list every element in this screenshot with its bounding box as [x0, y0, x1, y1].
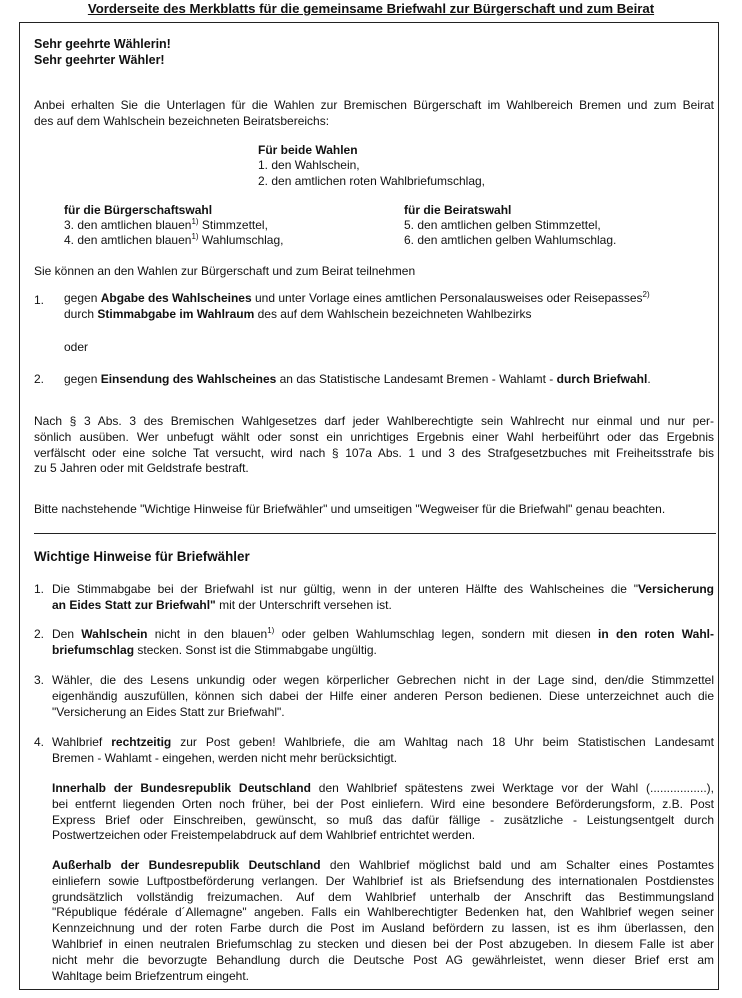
law-line: sönlich ausüben. Wer unbefugt wählt oder sonst ein unrichtiges Ergebnis einer Wahl herbeiführt oder das Ergebnis [34, 429, 714, 444]
hint-1-text: Die Stimmabgabe bei der Briefwahl ist nur gültig, wenn in der unteren Hälfte des Wahlscheines die "Versicherung an Eides Statt zur Briefwahl" mit der Unterschrift versehen ist. [52, 582, 714, 612]
law-line: verfälscht oder eine solche Tat versucht, wird nach § 107a Abs. 1 und 3 des Strafgesetzbuches mit Freiheitsstrafe bis [34, 445, 714, 460]
note-text: Bitte nachstehende "Wichtige Hinweise für Briefwähler" und umseitigen "Wegweiser für die Briefwahl" genau beachten. [34, 502, 666, 516]
abroad-paragraph: Außerhalb der Bundesrepublik Deutschland den Wahlbrief möglichst bald und am Schalter eines Postamtes einliefern sowie Luftpostbeförderung verlangen. Der Wahlbrief ist als Briefsendung des internationalen Postdienstes grundsätzlich vollständig freizumachen. Auf dem Wahlbrief unterhalb der Anschrift das Bestimmungsland "République fédérale d´Allemagne" angeben. Falls ein Wahlberechtigter Bedenken hat, den Wahlbrief wegen seiner Kennzeichnung und der roten Farbe durch die Post im Ausland befördern zu lassen, ist es ihm überlassen, den Wahlbrief in einen neutralen Briefumschlag zu stecken und diesen bei der Post abzugeben. In diesem Falle ist aber nicht mehr die bevorzugte Behandlung durch die Deutsche Post AG gewährleistet, wenn dieser Brief erst am Wahltage beim Briefzentrum eingeht. [52, 858, 714, 983]
option-1-line-2: durch Stimmabgabe im Wahlraum des auf dem Wahlschein bezeichneten Wahlbezirks [64, 307, 532, 321]
law-line: zu 5 Jahren oder mit Geldstrafe bestraft. [34, 461, 249, 476]
br-item-5: 5. den amtlichen gelben Stimmzettel, [404, 218, 601, 232]
br-item-6: 6. den amtlichen gelben Wahlumschlag. [404, 233, 617, 247]
bs-heading: für die Bürgerschaftswahl [64, 203, 213, 217]
intro-line: des auf dem Wahlschein bezeichneten Beiratsbereichs: [34, 113, 330, 128]
option-1-line-1: gegen Abgabe des Wahlscheines und unter Vorlage eines amtlichen Personalausweises oder Reisepasses$^{2)}$ [64, 290, 650, 305]
hint-1-number: 1. [34, 582, 45, 596]
both-item-1: 1. den Wahlschein, [258, 158, 360, 172]
option-1-number: 1. [34, 293, 45, 307]
inland-paragraph: Innerhalb der Bundesrepublik Deutschland den Wahlbrief spätestens zwei Werktage vor der Wahl (.................), bei entfernt liegenden Orten noch früher, bei der Post einliefern. Wird eine besondere Beförderungsform, z.B. Post Express Brief oder Einschreiben, gewünscht, so muß das dafür fällige - zusätzliche - Leistungsentgelt durch Postwertzeichen oder Freistempelabdruck auf dem Wahlbrief entrichtet werden. [52, 781, 715, 843]
hint-2-text: Den Wahlschein nicht in den blauen$^{1)}$ oder gelben Wahlumschlag legen, sondern mit diesen in den roten Wahl- briefumschlag stecken. Sonst ist die Stimmabgabe ungültig. [52, 626, 714, 657]
hint-4-text: Wahlbrief rechtzeitig zur Post geben! Wahlbriefe, die am Wahltag nach 18 Uhr beim Statistischen Landesamt Bremen - Wahlamt - eingehen, werden nicht mehr berücksichtigt. [52, 735, 714, 765]
br-heading: für die Beiratswahl [404, 203, 512, 217]
greeting-line-2: Sehr geehrter Wähler! [34, 53, 165, 67]
option-2-line: gegen Einsendung des Wahlscheines an das Statistische Landesamt Bremen - Wahlamt - durch Briefwahl. [64, 372, 651, 386]
both-heading: Für beide Wahlen [258, 143, 358, 157]
intro-paragraph [34, 98, 714, 130]
oder-text: oder [64, 340, 89, 354]
hint-2-number: 2. [34, 627, 45, 641]
bs-item-4: 4. den amtlichen blauen$^{1)}$ Wahlumschlag, [64, 232, 284, 247]
law-paragraph [34, 414, 714, 477]
hint-3-text: Wähler, die des Lesens unkundig oder wegen körperlicher Gebrechen nicht in der Lage sind, den/die Stimmzettel eigenhändig auszufüllen, können sich dabei der Hilfe einer anderen Person bedienen. Diese unterzeichnet auch die "Versicherung an Eides Statt zur Briefwahl". [52, 673, 714, 719]
hint-3-number: 3. [34, 673, 45, 687]
participation-text: Sie können an den Wahlen zur Bürgerschaft und zum Beirat teilnehmen [34, 264, 416, 278]
intro-line: Anbei erhalten Sie die Unterlagen für die Wahlen zur Bremischen Bürgerschaft im Wahlbereich Bremen und zum Beirat [34, 98, 714, 112]
law-line: Nach § 3 Abs. 3 des Bremischen Wahlgesetzes darf jeder Wahlberechtigte sein Wahlrecht nur einmal und nur per- [34, 414, 714, 428]
both-item-2: 2. den amtlichen roten Wahlbriefumschlag, [258, 174, 486, 188]
hint-4-number: 4. [34, 735, 45, 749]
bs-item-3: 3. den amtlichen blauen$^{1)}$ Stimmzettel, [64, 217, 268, 232]
option-2-number: 2. [34, 372, 45, 386]
section-divider [34, 533, 716, 534]
section-heading: Wichtige Hinweise für Briefwähler [34, 549, 250, 564]
greeting-line-1: Sehr geehrte Wählerin! [34, 37, 171, 51]
document-title: Vorderseite des Merkblatts für die gemeinsame Briefwahl zur Bürgerschaft und zum Beirat [87, 1, 655, 16]
